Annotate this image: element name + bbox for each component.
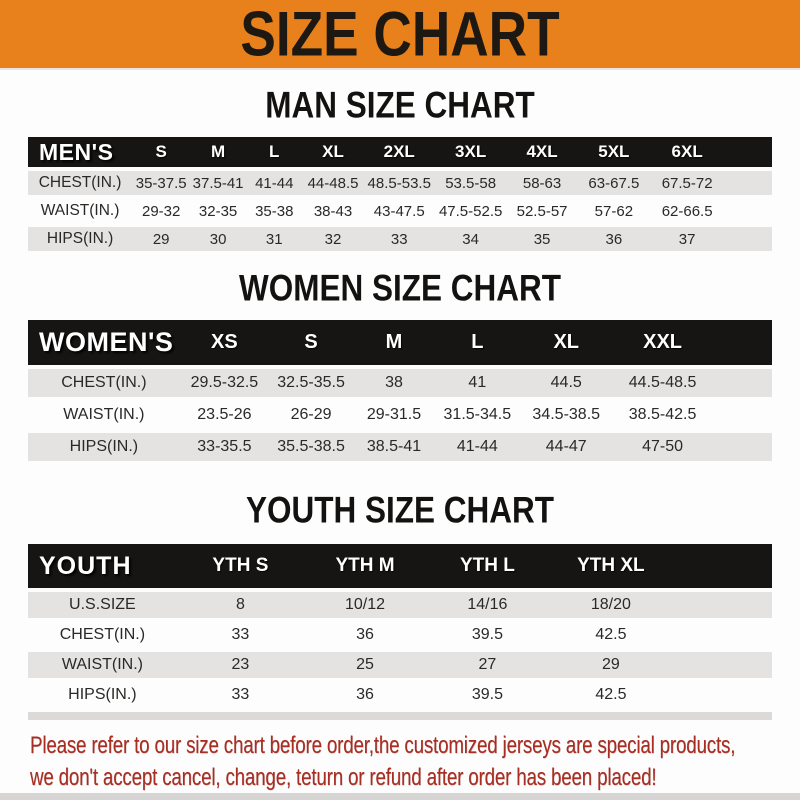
size-value-cell: 37.5-41	[192, 174, 244, 192]
table-row	[28, 171, 772, 195]
size-value-cell: 47-50	[642, 438, 684, 455]
size-chart-banner	[0, 0, 800, 70]
size-value-cell: 38.5-41	[366, 438, 422, 455]
disclaimer-line-1: Please refer to our size chart before order,the customized jerseys are special products,	[30, 732, 736, 759]
size-column-header: XL	[553, 331, 580, 353]
size-value-cell: 38	[385, 374, 403, 391]
table-row	[28, 369, 772, 397]
table-header-bar	[28, 544, 772, 588]
measure-row-label: HIPS(IN.)	[68, 686, 137, 703]
size-value-cell: 31.5-34.5	[443, 406, 512, 423]
measure-row-label: WAIST(IN.)	[61, 656, 143, 673]
size-value-cell: 14/16	[467, 596, 508, 613]
size-value-cell: 35-37.5	[135, 174, 187, 192]
table-bottom-strip	[28, 712, 772, 720]
table-label: WOMEN'S	[39, 327, 174, 357]
size-value-cell: 30	[209, 230, 227, 248]
size-column-header: YTH XL	[577, 555, 645, 576]
table-header-bar	[28, 137, 772, 167]
measure-row-label: WAIST(IN.)	[40, 202, 120, 219]
size-column-header: 5XL	[598, 142, 630, 161]
size-value-cell: 23	[231, 656, 250, 673]
size-column-header: YTH M	[335, 555, 395, 576]
size-value-cell: 34.5-38.5	[532, 406, 601, 423]
size-value-cell: 39.5	[471, 626, 503, 643]
size-value-cell: 44-48.5	[307, 174, 359, 192]
table-row	[28, 199, 772, 223]
table-row	[28, 682, 772, 708]
size-value-cell: 32	[324, 230, 342, 248]
size-value-cell: 35-38	[255, 202, 294, 220]
size-value-cell: 29	[602, 656, 620, 673]
size-value-cell: 8	[235, 596, 245, 613]
measure-row-label: CHEST(IN.)	[61, 374, 147, 391]
size-value-cell: 42.5	[595, 686, 627, 703]
size-value-cell: 36	[356, 686, 374, 703]
size-value-cell: 53.5-58	[445, 174, 497, 192]
youth-size-table	[28, 544, 772, 720]
size-column-header: XL	[322, 142, 344, 161]
size-value-cell: 32.5-35.5	[277, 374, 345, 391]
size-value-cell: 32-35	[198, 202, 238, 220]
size-column-header: YTH L	[459, 555, 515, 576]
table-row	[28, 652, 772, 678]
size-column-header: S	[155, 142, 167, 161]
size-value-cell: 29-32	[141, 202, 181, 220]
size-value-cell: 44.5-48.5	[628, 374, 697, 391]
measure-row-label: HIPS(IN.)	[46, 230, 114, 247]
size-value-cell: 42.5	[595, 626, 627, 643]
size-value-cell: 25	[356, 656, 374, 673]
size-value-cell: 33	[231, 686, 250, 703]
size-value-cell: 18/20	[590, 596, 631, 613]
size-value-cell: 36	[605, 230, 623, 248]
size-value-cell: 38.5-42.5	[628, 406, 697, 423]
measure-row-label: U.S.SIZE	[69, 596, 136, 613]
size-value-cell: 67.5-72	[661, 174, 713, 192]
size-value-cell: 62-66.5	[661, 202, 713, 220]
size-value-cell: 41-44	[255, 174, 294, 192]
bottom-divider	[0, 793, 800, 800]
measure-row-label: CHEST(IN.)	[59, 626, 146, 643]
size-value-cell: 38-43	[313, 202, 353, 220]
size-value-cell: 43-47.5	[373, 202, 425, 220]
size-column-header: M	[211, 142, 226, 161]
size-value-cell: 37	[678, 230, 696, 248]
size-value-cell: 29-31.5	[366, 406, 422, 423]
table-label: MEN'S	[39, 138, 114, 165]
size-value-cell: 29	[152, 230, 170, 248]
table-row	[28, 592, 772, 618]
banner-title: SIZE CHART	[240, 0, 560, 69]
size-value-cell: 52.5-57	[516, 202, 568, 220]
size-value-cell: 29.5-32.5	[190, 374, 259, 391]
size-value-cell: 63-67.5	[588, 174, 640, 192]
size-value-cell: 36	[356, 626, 374, 643]
disclaimer-line-2: we don't accept cancel, change, teturn or refund after order has been placed!	[30, 764, 657, 791]
measure-row-label: WAIST(IN.)	[63, 406, 145, 423]
size-value-cell: 34	[462, 230, 479, 248]
table-row	[28, 227, 772, 251]
size-value-cell: 44.5	[550, 374, 582, 391]
measure-row-label: HIPS(IN.)	[69, 438, 139, 455]
size-column-header: 4XL	[526, 142, 558, 161]
size-value-cell: 44-47	[545, 438, 587, 455]
size-value-cell: 33	[390, 230, 408, 248]
women-size-chart-heading: WOMEN SIZE CHART	[238, 267, 561, 310]
size-column-header: 3XL	[455, 142, 487, 161]
size-column-header: XXL	[643, 331, 683, 353]
disclaimer-text	[30, 730, 735, 794]
size-column-header: XS	[211, 331, 238, 353]
table-row	[28, 401, 772, 429]
size-column-header: 6XL	[671, 142, 703, 161]
size-value-cell: 41-44	[456, 438, 498, 455]
size-value-cell: 35	[533, 230, 551, 248]
size-value-cell: 35.5-38.5	[277, 438, 345, 455]
size-value-cell: 41	[468, 374, 487, 391]
size-value-cell: 57-62	[594, 202, 634, 220]
size-value-cell: 39.5	[471, 686, 503, 703]
size-column-header: S	[304, 331, 318, 353]
size-value-cell: 33	[231, 626, 250, 643]
size-column-header: YTH S	[212, 555, 269, 576]
table-label: YOUTH	[39, 551, 132, 580]
youth-size-chart-heading: YOUTH SIZE CHART	[245, 489, 554, 532]
size-value-cell: 10/12	[345, 596, 386, 613]
man-size-chart-heading: MAN SIZE CHART	[265, 84, 535, 127]
size-value-cell: 48.5-53.5	[367, 174, 431, 192]
table-header-bar	[28, 320, 772, 365]
size-column-header: L	[471, 331, 484, 353]
womens-size-table	[28, 320, 772, 461]
table-row	[28, 433, 772, 461]
measure-row-label: CHEST(IN.)	[38, 174, 122, 191]
size-value-cell: 23.5-26	[197, 406, 252, 423]
size-value-cell: 33-35.5	[197, 438, 252, 455]
size-value-cell: 31	[265, 230, 283, 248]
size-value-cell: 27	[478, 656, 497, 673]
size-value-cell: 26-29	[290, 406, 332, 423]
size-value-cell: 47.5-52.5	[438, 202, 503, 220]
size-column-header: 2XL	[383, 142, 415, 161]
size-value-cell: 58-63	[522, 174, 562, 192]
size-column-header: M	[385, 331, 403, 353]
mens-size-table	[28, 137, 772, 251]
size-column-header: L	[269, 142, 280, 161]
table-row	[28, 622, 772, 648]
